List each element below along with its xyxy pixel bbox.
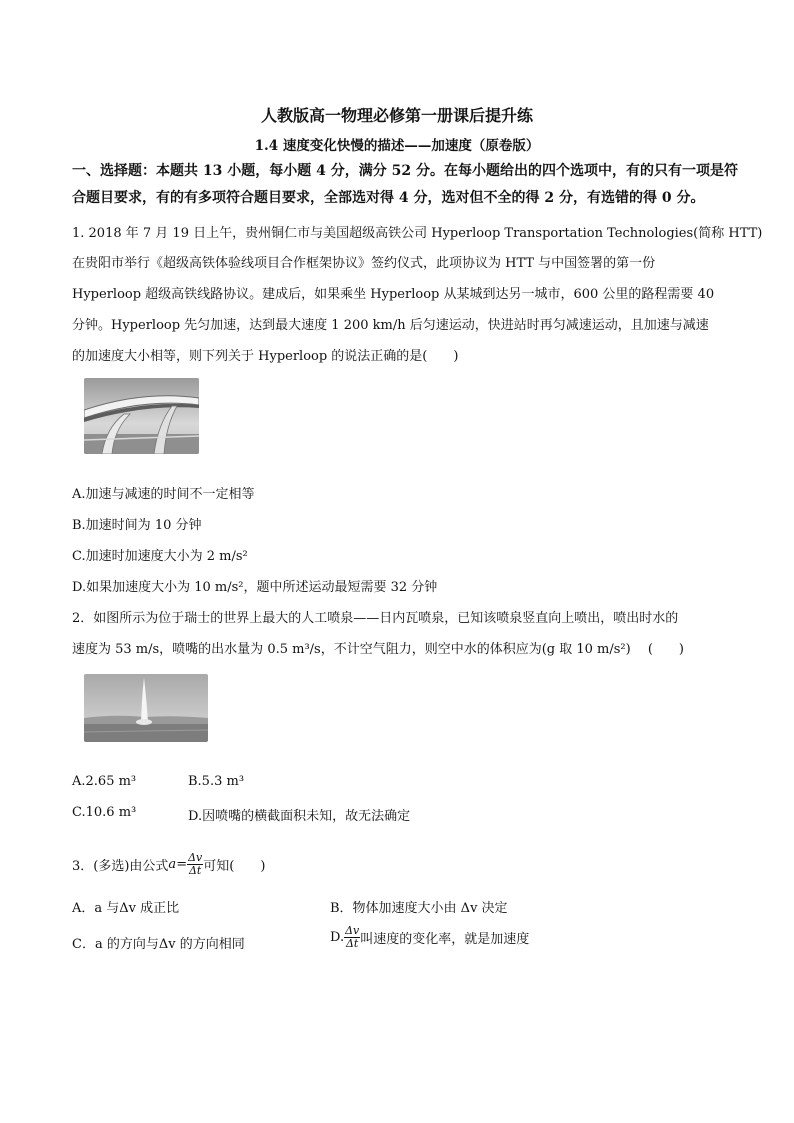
q1-line: Hyperloop 超级高铁线路协议。建成后，如果乘坐 Hyperloop 从某城到达另一城市，600 公里的路程需要 40 [72,287,715,302]
q2-option-c: C.10.6 m³ [72,805,137,820]
q2-option-a: A.2.65 m³ [72,774,137,789]
q3-option-a: A．a 与Δv 成正比 [72,901,180,916]
page-subtitle: 1.4 速度变化快慢的描述——加速度（原卷版） [254,138,540,154]
q3-fraction-numerator: Δv [188,851,203,864]
q3-equals: = [176,857,188,872]
q1-line: 的加速度大小相等，则下列关于 Hyperloop 的说法正确的是( ) [72,349,459,364]
q3-stem [72,852,265,877]
page-title: 人教版高一物理必修第一册课后提升练 [260,106,533,125]
q3-fraction-denominator: Δt [188,864,202,877]
q3-option-d-fraction [344,925,360,950]
q1-option-a: A.加速与减速的时间不一定相等 [72,487,255,502]
q1-option-c: C.加速时加速度大小为 2 m/s² [72,549,248,564]
q1-line: 1. 2018 年 7 月 19 日上午，贵州铜仁市与美国超级高铁公司 Hyperloop Transportation Technologies(简称 HTT) [72,226,763,241]
q3-option-b: B．物体加速度大小由 Δv 决定 [330,901,508,916]
q3-option-d-label: D. [330,930,345,945]
q3-symbol-a: a [168,857,177,872]
q1-line: 分钟。Hyperloop 先匀加速，达到最大速度 1 200 km/h 后匀速运动，快进站时再匀减速运动，且加速与减速 [72,318,709,333]
q2-line-1: 2．如图所示为位于瑞士的世界上最大的人工喷泉——日内瓦喷泉，已知该喷泉竖直向上喷出，喷出时水的 [72,611,679,626]
q1-option-d: D.如果加速度大小为 10 m/s²，题中所述运动最短需要 32 分钟 [72,580,438,595]
q3-suffix: 可知( ) [203,859,266,874]
q3-option-d-text: 叫速度的变化率，就是加速度 [360,932,530,947]
q3-option-d-numerator: Δv [345,924,360,937]
q1-line: 在贵阳市举行《超级高铁体验线项目合作框架协议》签约仪式，此项协议为 HTT 与中国签署的第一份 [72,256,656,271]
hyperloop-photo [84,378,199,454]
q3-option-d-denominator: Δt [345,937,359,950]
section-heading-line-2: 合题目要求，有的有多项符合题目要求，全部选对得 4 分，选对但不全的得 2 分，有选错的得 0 分。 [72,190,705,206]
q3-option-d [330,925,529,950]
q3-prefix: 3．(多选)由公式 [72,859,169,874]
q3-fraction [187,852,203,877]
section-heading-line-1: 一、选择题：本题共 13 小题，每小题 4 分，满分 52 分。在每小题给出的四个选项中，有的只有一项是符 [72,163,738,179]
q2-option-b: B.5.3 m³ [188,774,245,789]
geneva-fountain-photo [84,674,208,742]
q2-line-2: 速度为 53 m/s，喷嘴的出水量为 0.5 m³/s，不计空气阻力，则空中水的体积应为(g 取 10 m/s²) ( ) [72,642,684,657]
q1-option-b: B.加速时间为 10 分钟 [72,518,202,533]
q2-option-d: D.因喷嘴的横截面积未知，故无法确定 [188,809,411,824]
q3-option-c: C．a 的方向与Δv 的方向相同 [72,937,245,952]
